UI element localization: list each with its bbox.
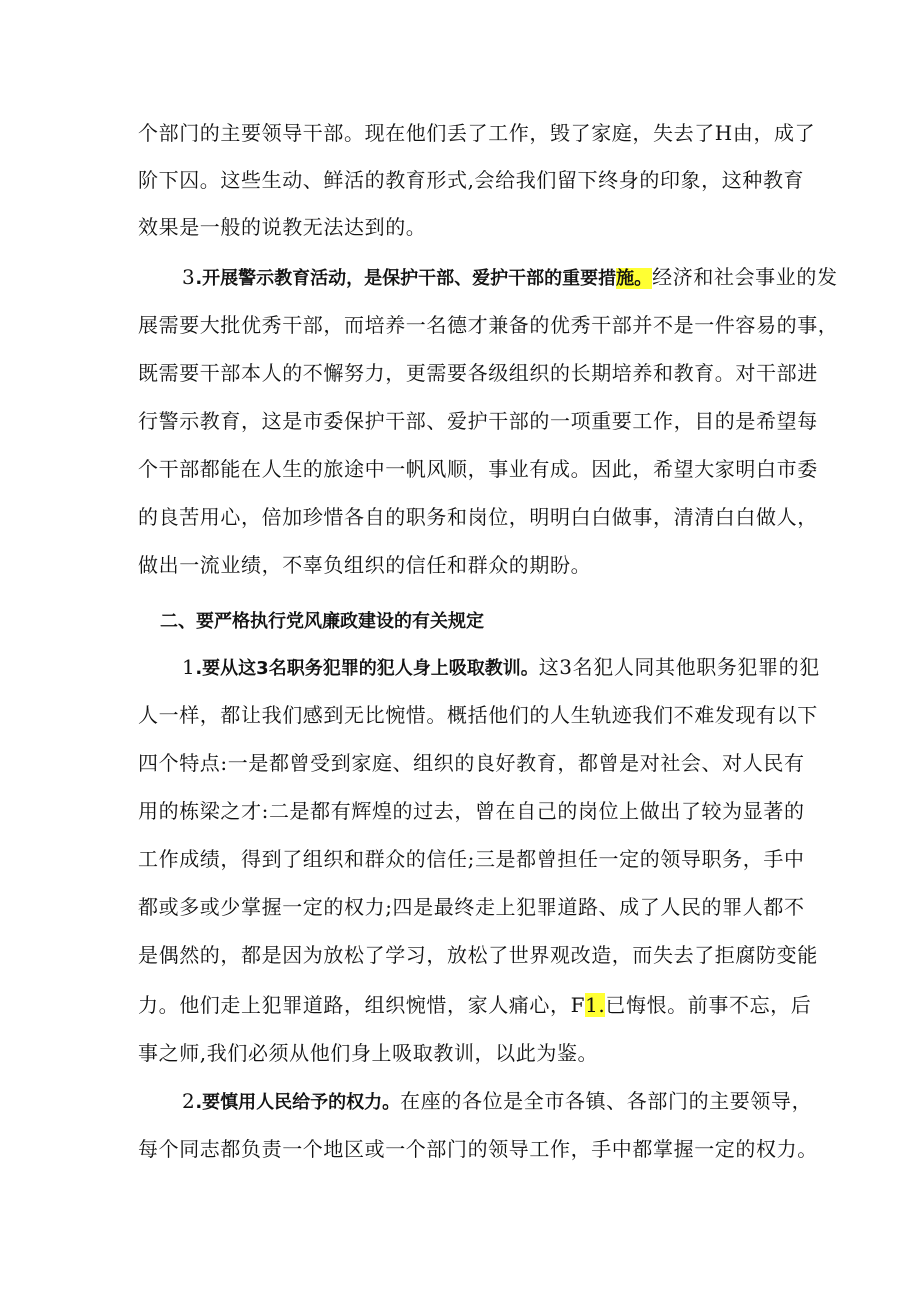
paragraph-2-line-1 <box>182 262 838 294</box>
paragraph-3-line-5 <box>138 844 805 874</box>
item-number: 3 <box>182 265 196 289</box>
text-run: 事之师,我们必须从他们身上吸取教训，以此为鉴。 <box>138 1041 599 1065</box>
text-run: 行警示教育，这是市委保护干部、爱护干部的一项重要工作，目的是希望每 <box>138 409 818 433</box>
text-run: 力。他们走上犯罪道路，组织惋惜，家人痛心，F <box>138 993 586 1017</box>
text-run: 个干部都能在人生的旅途中一帆风顺，事业有成。因此，希望大家明白市委 <box>138 457 818 481</box>
text-run: 效果是一般的说教无法达到的。 <box>138 215 427 239</box>
text-run: 阶下囚。这些生动、鲜活的教育形式,会给我们留下终身的印象，这种教育 <box>138 168 805 192</box>
text-run: 都或多或少掌握一定的权力;四是最终走上犯罪道路、成了人民的罪人都不 <box>138 895 805 919</box>
text-run: 每个同志都负责一个地区或一个部门的领导工作，手中都掌握一定的权力。 <box>138 1137 818 1161</box>
text-run: 做出一流业绩，不辜负组织的信任和群众的期盼。 <box>138 553 592 577</box>
item-heading: .要从这3名职务犯罪的犯人身上吸取教训。 <box>195 658 539 679</box>
text-run: 的良苦用心，倍加珍惜各自的职务和岗位，明明白白做事，清清白白做人， <box>138 505 818 529</box>
text-run: 既需要干部本人的不懈努力，更需要各级组织的长期培养和教育。对干部进 <box>138 361 818 385</box>
highlighted-text: 施。 <box>616 268 653 289</box>
item-number: 2 <box>182 1089 196 1113</box>
text-run: 在座的各位是全市各镇、各部门的主要领导， <box>400 1089 813 1113</box>
text-run: 经济和社会事业的发 <box>652 265 838 289</box>
paragraph-4-line-2 <box>138 1134 818 1164</box>
paragraph-2-line-6 <box>138 502 818 532</box>
item-number: 1 <box>182 655 196 679</box>
text-run: 展需要大批优秀干部，而培养一名德才兼备的优秀干部并不是一件容易的事， <box>138 313 839 337</box>
item-heading: .要慎用人民给予的权力。 <box>195 1092 401 1113</box>
text-run: 这3名犯人同其他职务犯罪的犯 <box>538 655 820 679</box>
paragraph-2-line-7 <box>138 550 591 580</box>
paragraph-3-line-2 <box>138 700 818 730</box>
paragraph-2-line-3 <box>138 358 818 388</box>
paragraph-3-line-4 <box>138 796 805 826</box>
item-heading: .开展警示教育活动，是保护干部、爱护干部的重要措 <box>195 268 617 289</box>
paragraph-2-line-2 <box>138 310 838 340</box>
text-run: 个部门的主要领导干部。现在他们丢了工作，毁了家庭，失去了H由，成了 <box>138 121 816 145</box>
paragraph-3-line-3 <box>138 748 805 778</box>
paragraph-1-line-2 <box>138 165 804 195</box>
paragraph-3-line-8 <box>138 990 811 1020</box>
text-run: 工作成绩，得到了组织和群众的信任;三是都曾担任一定的领导职务，手中 <box>138 847 805 871</box>
text-run: 二、要严格执行党风廉政建设的有关规定 <box>160 611 484 632</box>
paragraph-4-line-1 <box>182 1086 812 1118</box>
text-run: 已悔恨。前事不忘，后 <box>605 993 812 1017</box>
text-run: 用的栋梁之才:二是都有辉煌的过去，曾在自己的岗位上做出了较为显著的 <box>138 799 805 823</box>
paragraph-3-line-6 <box>138 892 805 922</box>
paragraph-1-line-1 <box>138 118 815 148</box>
paragraph-3-line-9 <box>138 1038 598 1068</box>
paragraph-1-line-3 <box>138 212 426 242</box>
section-2-heading <box>160 607 484 637</box>
text-run: 人一样，都让我们感到无比惋惜。概括他们的人生轨迹我们不难发现有以下 <box>138 703 818 727</box>
text-run: 是偶然的，都是因为放松了学习，放松了世界观改造，而失去了拒腐防变能 <box>138 943 818 967</box>
paragraph-3-line-1 <box>182 652 820 684</box>
highlighted-text: 1. <box>585 993 606 1017</box>
paragraph-3-line-7 <box>138 940 818 970</box>
paragraph-2-line-5 <box>138 454 818 484</box>
paragraph-2-line-4 <box>138 406 818 436</box>
text-run: 四个特点:一是都曾受到家庭、组织的良好教育，都曾是对社会、对人民有 <box>138 751 805 775</box>
